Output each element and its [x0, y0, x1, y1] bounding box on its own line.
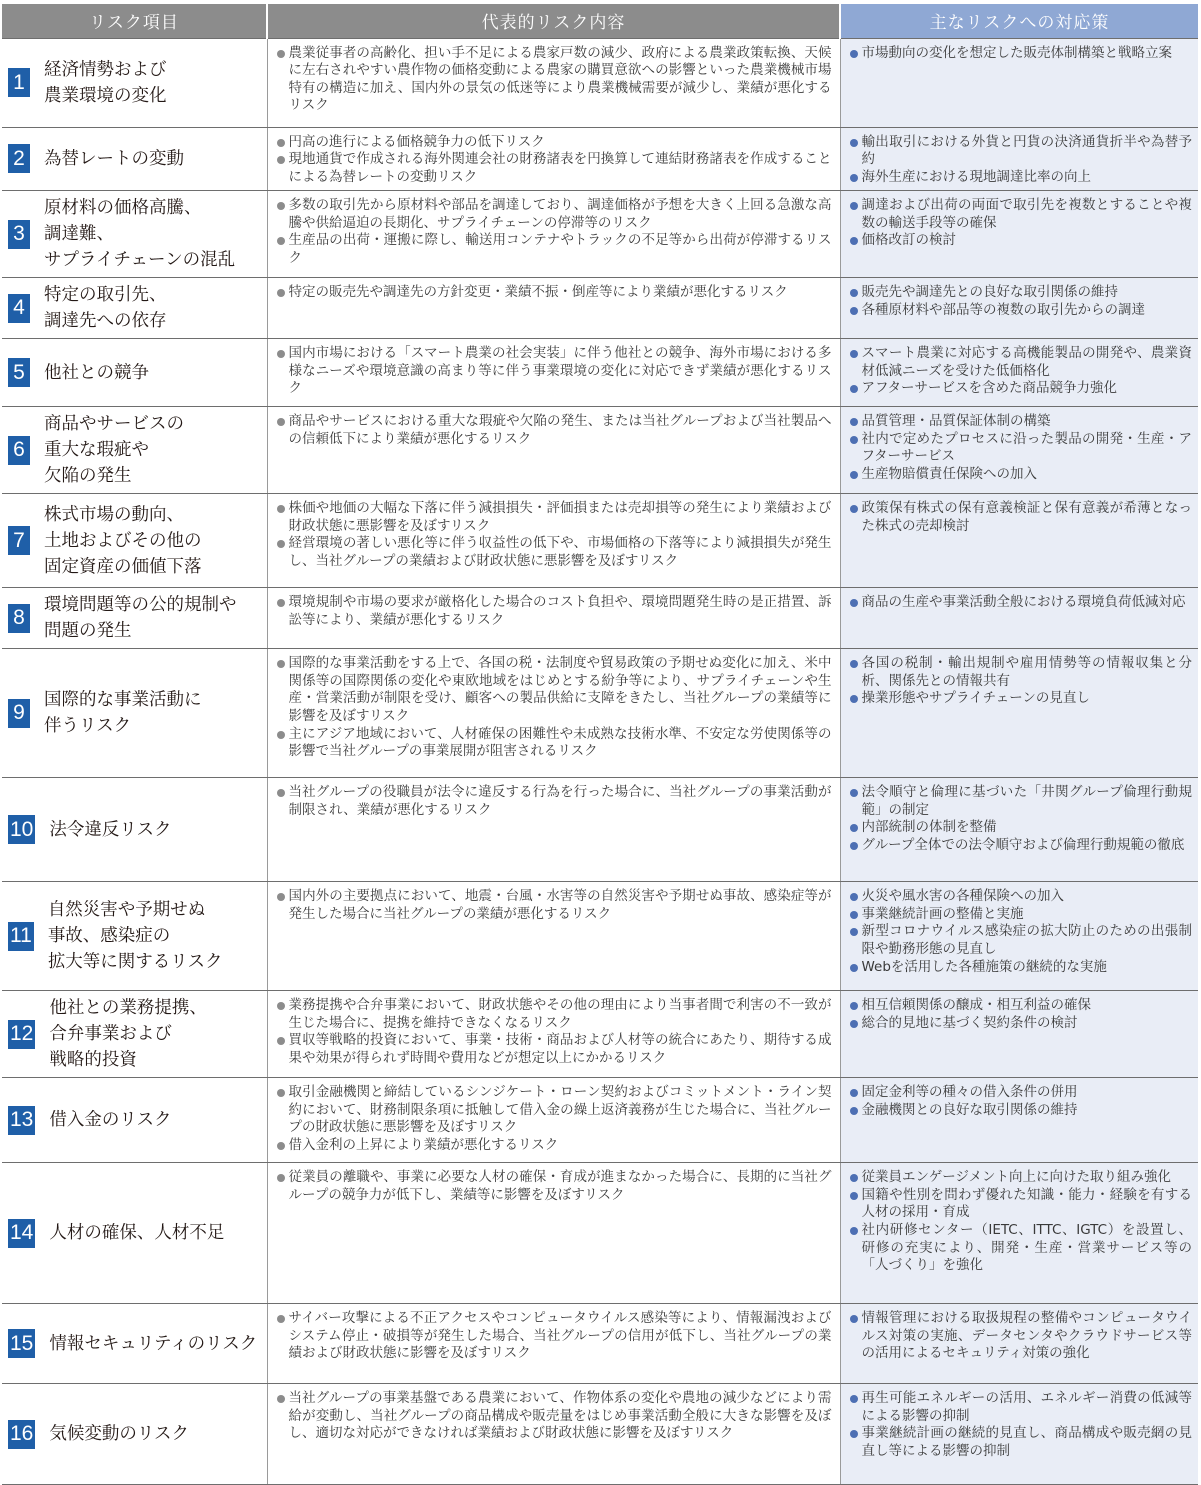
risk-item-title: 自然災害や予期せぬ 事故、感染症の 拡大等に関するリスク [47, 900, 223, 973]
risk-content-item: 業務提携や合弁事業において、財政状態やその他の理由により当事者間で利害の不一致が生じた場合に、提携を維持できなくなるリスク [276, 997, 832, 1032]
risk-item-title: 商品やサービスの 重大な瑕疵や 欠陥の発生 [44, 414, 184, 487]
risk-content-item: 従業員の離職や、事業に必要な人材の確保・育成が進まなかった場合に、長期的に当社グループの競争力が低下し、業績等に影響を及ぼすリスク [276, 1169, 832, 1204]
risk-content-list [276, 345, 832, 398]
risk-item-cell [2, 127, 267, 191]
countermeasure-list [849, 784, 1193, 854]
countermeasure-list [849, 197, 1193, 250]
risk-item-title: 国際的な事業活動に 伴うリスク [44, 690, 202, 737]
countermeasure-list [849, 1169, 1193, 1275]
risk-content-cell [267, 1384, 840, 1485]
risk-item-cell [2, 1384, 267, 1485]
countermeasure-list [849, 888, 1193, 976]
countermeasure-item: 社内研修センター（IETC、ITTC、IGTC）を設置し、研修の充実により、開発・生産・営業サービス等の「人づくり」を強化 [849, 1222, 1193, 1275]
risk-item-title: 経済情勢および 農業環境の変化 [44, 59, 167, 106]
risk-content-item: 特定の販売先や調達先の方針変更・業績不振・倒産等により業績が悪化するリスク [276, 284, 832, 302]
countermeasure-cell [840, 778, 1198, 882]
risk-number-badge: 7 [8, 526, 30, 555]
risk-content-cell [267, 494, 840, 588]
risk-row [2, 1163, 1198, 1304]
risk-item-cell [2, 38, 267, 127]
risk-content-item: 農業従事者の高齢化、担い手不足による農家戸数の減少、政府による農業政策転換、天候に左右されやすい農作物の価格変動による農家の購買意欲への影響といった農業機械市場特有の構造に加え、国内外の景気の低迷等により農業機械需要が減少し、業績が悪化するリスク [276, 45, 832, 115]
countermeasure-item: 火災や風水害の各種保険への加入 [849, 888, 1193, 906]
countermeasure-item: 情報管理における取扱規程の整備やコンピュータウイルス対策の実施、データセンタやクラウドサービス等の活用によるセキュリティ対策の強化 [849, 1310, 1193, 1363]
risk-item-cell [2, 649, 267, 778]
risk-item-title: 為替レートの変動 [44, 148, 184, 169]
risk-row [2, 38, 1198, 127]
risk-content-list [276, 500, 832, 570]
risk-content-list [276, 413, 832, 448]
risk-number-badge: 3 [8, 220, 30, 249]
risk-number-badge: 9 [8, 699, 30, 728]
countermeasure-item: スマート農業に対応する高機能製品の開発や、農業資材低減ニーズを受けた低価格化 [849, 345, 1193, 380]
risk-item-cell [2, 191, 267, 278]
risk-content-item: 買収等戦略的投資において、事業・技術・商品および人材等の統合にあたり、期待する成果や効果が得られず時間や費用などが想定以上にかかるリスク [276, 1032, 832, 1067]
risk-content-cell [267, 1163, 840, 1304]
risk-item-cell [2, 991, 267, 1078]
risk-number-badge: 13 [8, 1106, 35, 1135]
countermeasure-item: 相互信頼関係の醸成・相互利益の確保 [849, 997, 1193, 1015]
countermeasure-cell [840, 38, 1198, 127]
countermeasure-list [849, 1390, 1193, 1460]
risk-content-list [276, 997, 832, 1067]
risk-content-item: 国際的な事業活動をする上で、各国の税・法制度や貿易政策の予期せぬ変化に加え、米中関係等の国際関係の変化や東欧地域をはじめとする紛争等により、サプライチェーンや生産・営業活動が制限を受け、顧客への製品供給に支障をきたし、当社グループの業績等に影響を及ぼすリスク [276, 655, 832, 725]
risk-content-cell [267, 1078, 840, 1163]
risk-row [2, 407, 1198, 494]
countermeasure-cell [840, 882, 1198, 991]
countermeasure-item: 各国の税制・輸出規制や雇用情勢等の情報収集と分析、関係先との情報共有 [849, 655, 1193, 690]
countermeasure-cell [840, 588, 1198, 649]
risk-table [2, 4, 1198, 1485]
countermeasure-item: グループ全体での法令順守および倫理行動規範の徹底 [849, 837, 1193, 855]
risk-content-list [276, 1310, 832, 1363]
countermeasure-item: 新型コロナウイルス感染症の拡大防止のための出張制限や勤務形態の見直し [849, 923, 1193, 958]
countermeasure-list [849, 500, 1193, 535]
countermeasure-item: 品質管理・品質保証体制の構築 [849, 413, 1193, 431]
countermeasure-cell [840, 649, 1198, 778]
header-risk-content: 代表的リスク内容 [267, 4, 840, 38]
risk-item-title: 気候変動のリスク [49, 1424, 190, 1445]
risk-content-item: 主にアジア地域において、人材確保の困難性や未成熟な技術水準、不安定な労使関係等の影響で当社グループの事業展開が阻害されるリスク [276, 726, 832, 761]
countermeasure-cell [840, 191, 1198, 278]
countermeasure-list [849, 594, 1193, 612]
risk-number-badge: 15 [8, 1329, 35, 1358]
risk-content-item: 生産品の出荷・運搬に際し、輸送用コンテナやトラックの不足等から出荷が停滞するリスク [276, 232, 832, 267]
countermeasure-cell [840, 339, 1198, 407]
risk-content-list [276, 45, 832, 115]
countermeasure-item: 内部統制の体制を整備 [849, 819, 1193, 837]
risk-item-title: 原材料の価格高騰、 調達難、 サプライチェーンの混乱 [44, 198, 236, 271]
risk-content-item: 株価や地価の大幅な下落に伴う減損損失・評価損または売却損等の発生により業績および財政状態に悪影響を及ぼすリスク [276, 500, 832, 535]
risk-item-title: 人材の確保、人材不足 [49, 1223, 225, 1244]
countermeasure-cell [840, 127, 1198, 191]
risk-content-item: 商品やサービスにおける重大な瑕疵や欠陥の発生、または当社グループおよび当社製品への信頼低下により業績が悪化するリスク [276, 413, 832, 448]
risk-item-title: 他社との業務提携、 合弁事業および 戦略的投資 [49, 998, 207, 1071]
risk-item-title: 他社との競争 [44, 362, 149, 383]
risk-content-cell [267, 278, 840, 339]
risk-content-item: サイバー攻撃による不正アクセスやコンピュータウイルス感染等により、情報漏洩およびシステム停止・破損等が発生した場合、当社グループの信用が低下し、当社グループの業績および財政状態に影響を及ぼすリスク [276, 1310, 832, 1363]
header-risk-item: リスク項目 [2, 4, 267, 38]
risk-item-cell [2, 407, 267, 494]
risk-number-badge: 6 [8, 436, 30, 465]
countermeasure-list [849, 284, 1193, 319]
risk-content-item: 国内外の主要拠点において、地震・台風・水害等の自然災害や予期せぬ事故、感染症等が発生した場合に当社グループの業績が悪化するリスク [276, 888, 832, 923]
risk-item-cell [2, 588, 267, 649]
countermeasure-list [849, 45, 1193, 63]
risk-number-badge: 12 [8, 1020, 35, 1049]
countermeasure-item: 総合的見地に基づく契約条件の検討 [849, 1015, 1193, 1033]
risk-row [2, 1304, 1198, 1384]
countermeasure-item: 販売先や調達先との良好な取引関係の維持 [849, 284, 1193, 302]
countermeasure-item: 金融機関との良好な取引関係の維持 [849, 1102, 1193, 1120]
risk-content-list [276, 655, 832, 761]
countermeasure-item: 法令順守と倫理に基づいた「井関グループ倫理行動規範」の制定 [849, 784, 1193, 819]
countermeasure-cell [840, 407, 1198, 494]
risk-content-cell [267, 588, 840, 649]
risk-content-cell [267, 1304, 840, 1384]
risk-content-item: 経営環境の著しい悪化等に伴う収益性の低下や、市場価格の下落等により減損損失が発生し、当社グループの業績および財政状態に悪影響を及ぼすリスク [276, 535, 832, 570]
countermeasure-list [849, 134, 1193, 187]
risk-content-cell [267, 778, 840, 882]
countermeasure-item: 社内で定めたプロセスに沿った製品の開発・生産・アフターサービス [849, 431, 1193, 466]
countermeasure-item: 固定金利等の種々の借入条件の併用 [849, 1084, 1193, 1102]
countermeasure-cell [840, 1163, 1198, 1304]
risk-row [2, 1078, 1198, 1163]
countermeasure-item: 従業員エンゲージメント向上に向けた取り組み強化 [849, 1169, 1193, 1187]
countermeasure-item: 事業継続計画の継続的見直し、商品構成や販売網の見直し等による影響の抑制 [849, 1425, 1193, 1460]
countermeasure-item: 商品の生産や事業活動全般における環境負荷低減対応 [849, 594, 1193, 612]
risk-number-badge: 1 [8, 68, 30, 97]
countermeasure-item: 市場動向の変化を想定した販売体制構築と戦略立案 [849, 45, 1193, 63]
countermeasure-item: 価格改訂の検討 [849, 232, 1193, 250]
countermeasure-cell [840, 1078, 1198, 1163]
risk-content-item: 多数の取引先から原材料や部品を調達しており、調達価格が予想を大きく上回る急激な高騰や供給逼迫の長期化、サプライチェーンの停滞等のリスク [276, 197, 832, 232]
risk-item-title: 借入金のリスク [49, 1110, 172, 1131]
risk-item-cell [2, 778, 267, 882]
countermeasure-list [849, 345, 1193, 398]
risk-content-list [276, 594, 832, 629]
risk-content-cell [267, 191, 840, 278]
countermeasure-cell [840, 991, 1198, 1078]
countermeasure-item: 事業継続計画の整備と実施 [849, 906, 1193, 924]
risk-row [2, 494, 1198, 588]
risk-row [2, 127, 1198, 191]
risk-row [2, 991, 1198, 1078]
risk-content-item: 取引金融機関と締結しているシンジケート・ローン契約およびコミットメント・ライン契約において、財務制限条項に抵触して借入金の繰上返済義務が生じた場合に、当社グループの財政状態に悪影響を及ぼすリスク [276, 1084, 832, 1137]
countermeasure-list [849, 1310, 1193, 1363]
risk-content-list [276, 197, 832, 267]
risk-content-cell [267, 127, 840, 191]
countermeasure-list [849, 413, 1193, 483]
risk-content-cell [267, 649, 840, 778]
risk-row [2, 1384, 1198, 1485]
risk-content-item: 環境規制や市場の要求が厳格化した場合のコスト負担や、環境問題発生時の是正措置、訴訟等により、業績が悪化するリスク [276, 594, 832, 629]
countermeasure-item: 生産物賠償責任保険への加入 [849, 466, 1193, 484]
countermeasure-item: 政策保有株式の保有意義検証と保有意義が希薄となった株式の売却検討 [849, 500, 1193, 535]
risk-item-title: 特定の取引先、 調達先への依存 [44, 285, 167, 332]
risk-table-body [2, 38, 1198, 1485]
countermeasure-item: 海外生産における現地調達比率の向上 [849, 169, 1193, 187]
risk-number-badge: 8 [8, 604, 30, 633]
risk-row [2, 278, 1198, 339]
countermeasure-list [849, 655, 1193, 708]
countermeasure-cell [840, 1384, 1198, 1485]
risk-item-cell [2, 494, 267, 588]
risk-row [2, 882, 1198, 991]
risk-content-item: 現地通貨で作成される海外関連会社の財務諸表を円換算して連結財務諸表を作成することによる為替レートの変動リスク [276, 151, 832, 186]
risk-item-cell [2, 1304, 267, 1384]
risk-item-title: 法令違反リスク [49, 819, 172, 840]
risk-item-cell [2, 1163, 267, 1304]
risk-item-title: 株式市場の動向、 土地およびその他の 固定資産の価値下落 [44, 504, 202, 577]
risk-content-item: 国内市場における「スマート農業の社会実装」に伴う他社との競争、海外市場における多様なニーズや環境意識の高まり等に伴う事業環境の変化に対応できず業績が悪化するリスク [276, 345, 832, 398]
countermeasure-item: 操業形態やサプライチェーンの見直し [849, 690, 1193, 708]
risk-content-item: 円高の進行による価格競争力の低下リスク [276, 134, 832, 152]
countermeasure-list [849, 997, 1193, 1032]
risk-content-list [276, 888, 832, 923]
risk-item-cell [2, 1078, 267, 1163]
risk-content-item: 借入金利の上昇により業績が悪化するリスク [276, 1137, 832, 1155]
risk-row [2, 649, 1198, 778]
risk-content-cell [267, 991, 840, 1078]
countermeasure-item: 調達および出荷の両面で取引先を複数とすることや複数の輸送手段等の確保 [849, 197, 1193, 232]
risk-content-list [276, 284, 832, 302]
risk-content-cell [267, 407, 840, 494]
risk-item-cell [2, 339, 267, 407]
risk-content-cell [267, 339, 840, 407]
countermeasure-item: 再生可能エネルギーの活用、エネルギー消費の低減等による影響の抑制 [849, 1390, 1193, 1425]
countermeasure-cell [840, 278, 1198, 339]
risk-item-cell [2, 278, 267, 339]
header-row [2, 4, 1198, 38]
countermeasure-item: 各種原材料や部品等の複数の取引先からの調達 [849, 302, 1193, 320]
countermeasure-cell [840, 1304, 1198, 1384]
countermeasure-cell [840, 494, 1198, 588]
countermeasure-item: Webを活用した各種施策の継続的な実施 [849, 959, 1193, 977]
risk-content-list [276, 134, 832, 187]
risk-number-badge: 2 [8, 144, 30, 173]
countermeasure-item: 輸出取引における外貨と円貨の決済通貨折半や為替予約 [849, 134, 1193, 169]
countermeasure-list [849, 1084, 1193, 1119]
risk-content-item: 当社グループの事業基盤である農業において、作物体系の変化や農地の減少などにより需給が変動し、当社グループの商品構成や販売量をはじめ事業活動全般に大きな影響を及ぼし、適切な対応ができなければ業績および財政状態に影響を及ぼすリスク [276, 1390, 832, 1443]
risk-content-cell [267, 38, 840, 127]
risk-row [2, 339, 1198, 407]
risk-row [2, 588, 1198, 649]
risk-row [2, 778, 1198, 882]
risk-item-title: 情報セキュリティのリスク [49, 1333, 258, 1354]
risk-row [2, 191, 1198, 278]
risk-number-badge: 11 [8, 922, 34, 951]
risk-item-cell [2, 882, 267, 991]
risk-content-list [276, 784, 832, 819]
risk-content-list [276, 1084, 832, 1154]
countermeasure-item: 国籍や性別を問わず優れた知識・能力・経験を有する人材の採用・育成 [849, 1187, 1193, 1222]
risk-number-badge: 10 [8, 815, 35, 844]
risk-content-cell [267, 882, 840, 991]
risk-item-title: 環境問題等の公的規制や 問題の発生 [44, 595, 237, 642]
risk-number-badge: 16 [8, 1420, 35, 1449]
risk-number-badge: 14 [8, 1219, 35, 1248]
risk-content-item: 当社グループの役職員が法令に違反する行為を行った場合に、当社グループの事業活動が制限され、業績が悪化するリスク [276, 784, 832, 819]
risk-number-badge: 4 [8, 294, 30, 323]
risk-content-list [276, 1390, 832, 1443]
countermeasure-item: アフターサービスを含めた商品競争力強化 [849, 380, 1193, 398]
risk-content-list [276, 1169, 832, 1204]
risk-number-badge: 5 [8, 358, 30, 387]
header-countermeasures: 主なリスクへの対応策 [840, 4, 1198, 38]
